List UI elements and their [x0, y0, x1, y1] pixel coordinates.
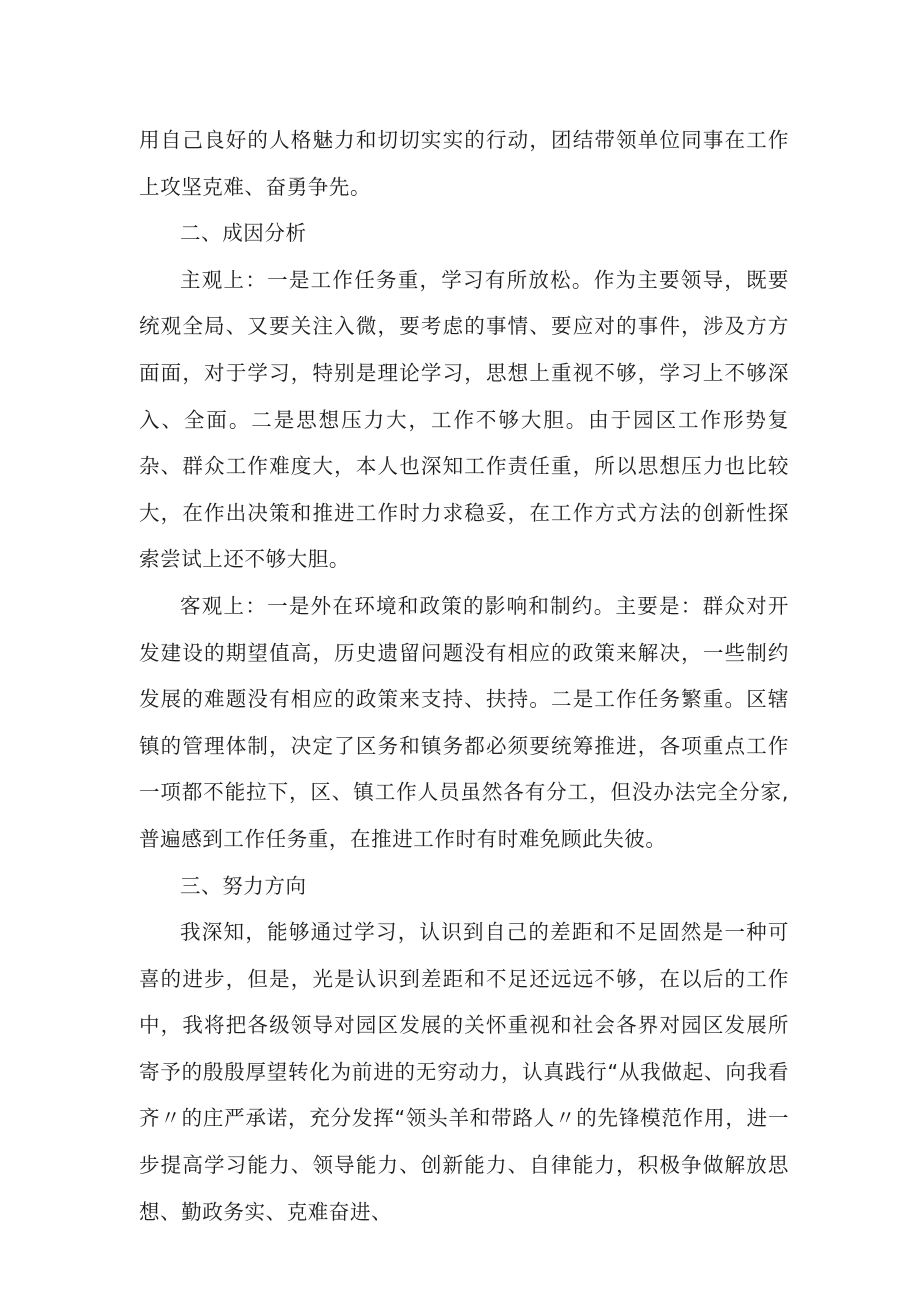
section-heading-cause-analysis: 二、成因分析 [180, 221, 307, 246]
paragraph-objective: 客观上：一是外在环境和政策的影响和制约。主要是：群众对开发建设的期望值高，历史遗留问题没有相应的政策来解决，一些制约发展的难题没有相应的政策来支持、扶持。二是工作任务繁重。区辖镇的管理体制，决定了区务和镇务都必须要统筹推进，各项重点工作一项都不能拉下，区、镇工作人员虽然各有分工，但没办法完全分家,普遍感到工作任务重，在推进工作时有时难免顾此失彼。 [139, 593, 789, 851]
paragraph-subjective: 主观上：一是工作任务重，学习有所放松。作为主要领导，既要统观全局、又要关注入微，要考虑的事情、要应对的事件，涉及方方面面，对于学习，特别是理论学习，思想上重视不够，学习上不够深入、全面。二是思想压力大，工作不够大胆。由于园区工作形势复杂、群众工作难度大，本人也深知工作责任重，所以思想压力也比较大，在作出决策和推进工作时力求稳妥，在工作方式方法的创新性探索尝试上还不够大胆。 [139, 267, 789, 572]
paragraph-continuation: 用自己良好的人格魅力和切切实实的行动，团结带领单位同事在工作上攻坚克难、奋勇争先。 [139, 128, 789, 199]
paragraph-direction: 我深知，能够通过学习，认识到自己的差距和不足固然是一种可喜的进步，但是，光是认识到差距和不足还远远不够，在以后的工作中，我将把各级领导对园区发展的关怀重视和社会各界对园区发展所寄予的殷殷厚望转化为前进的无穷动力，认真践行“从我做起、向我看齐〃的庄严承诺，充分发挥“领头羊和带路人〃的先锋模范作用，进一步提高学习能力、领导能力、创新能力、自律能力，积极争做解放思想、勤政务实、克难奋进、 [139, 920, 789, 1224]
document-body [139, 117, 789, 1235]
section-heading-direction: 三、努力方向 [180, 873, 307, 898]
